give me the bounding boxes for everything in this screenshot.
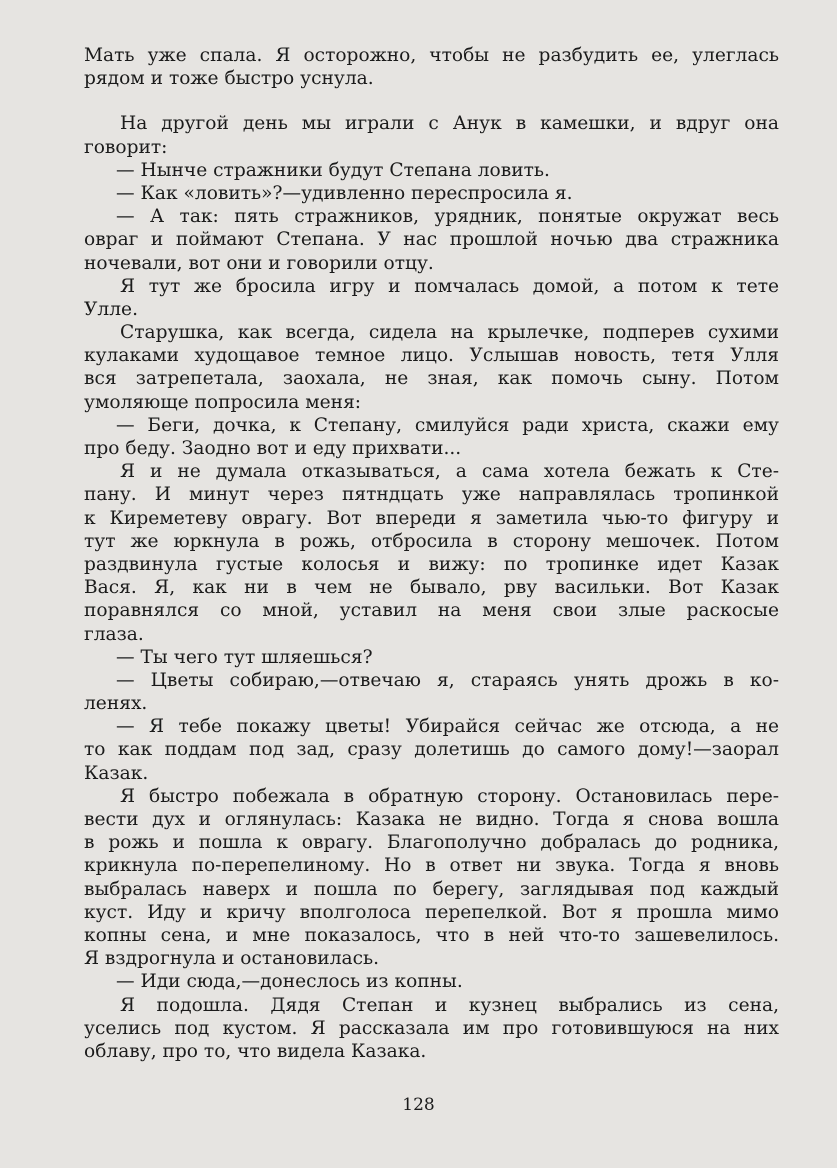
text-line: выбралась наверх и пошла по берегу, заглядывая под каждый (84, 878, 779, 900)
text-line: глаза. (84, 623, 144, 645)
text-line: На другой день мы играли с Анук в камешки, и вдруг она (120, 113, 779, 135)
text-line: Мать уже спала. Я осторожно, чтобы не разбудить ее, улеглась (84, 45, 779, 66)
text-line: поравнялся со мной, уставил на меня свои злые раскосые (84, 600, 779, 622)
text-line: — Иди сюда,—донеслось из копны. (116, 971, 463, 993)
text-line: кулаками худощавое темное лицо. Услышав новость, тетя Улля (84, 345, 779, 367)
text-line: Казак. (84, 762, 149, 784)
text-line: — Ты чего тут шляешься? (116, 646, 373, 668)
text-line: умоляюще попросила меня: (84, 391, 362, 413)
text-line: крикнула по-перепелиному. Но в ответ ни звука. Тогда я вновь (84, 855, 779, 877)
text-line: — Я тебе покажу цветы! Убирайся сейчас же отсюда, а не (116, 716, 779, 738)
text-line: ночевали, вот они и говорили отцу. (84, 252, 434, 274)
text-line: — Цветы собираю,—отвечаю я, стараясь унять дрожь в ко- (116, 669, 779, 691)
text-line: овраг и поймают Степана. У нас прошлой ночью два стражника (84, 229, 779, 251)
text-line: рядом и тоже быстро уснула. (84, 68, 374, 90)
text-line: ленях. (84, 693, 148, 715)
text-line: Улле. (84, 298, 138, 320)
text-line: пану. И минут через пятндцать уже направлялась тропинкой (84, 484, 779, 506)
text-line: — Беги, дочка, к Степану, смилуйся ради христа, скажи ему (116, 414, 779, 436)
text-line: Я подошла. Дядя Степан и кузнец выбрались из сена, (120, 994, 779, 1016)
text-line: тут же юркнула в рожь, отбросила в сторону мешочек. Потом (84, 530, 779, 552)
text-line: — Как «ловить»?—удивленно переспросила я. (116, 182, 573, 204)
text-line: — Нынче стражники будут Степана ловить. (116, 159, 550, 181)
text-line: про беду. Заодно вот и еду прихвати... (84, 438, 462, 459)
text-line: говорит: (84, 136, 168, 158)
text-line: в рожь и пошла к оврагу. Благополучно добралась до родника, (84, 832, 779, 854)
text-line: копны сена, и мне показалось, что в ней что-то зашевелилось. (84, 924, 779, 946)
text-line: Я тут же бросила игру и помчалась домой, а потом к тете (120, 275, 779, 297)
text-line: то как поддам под зад, сразу долетишь до самого дому!—заорал (84, 739, 779, 761)
text-line: вся затрепетала, заохала, не зная, как помочь сыну. Потом (84, 368, 779, 390)
text-line: куст. Иду и кричу вполголоса перепелкой. Вот я прошла мимо (84, 901, 779, 923)
text-line: — А так: пять стражников, урядник, понятые окружат весь (116, 206, 779, 228)
page-number: 128 (402, 1095, 435, 1115)
paragraph-gap (84, 90, 779, 112)
text-line: Вася. Я, как ни в чем не бывало, рву васильки. Вот Казак (84, 577, 779, 599)
text-line: раздвинула густые колосья и вижу: по тропинке идет Казак (84, 553, 779, 575)
text-line: Я вздрогнула и остановилась. (84, 948, 380, 970)
text-line: Старушка, как всегда, сидела на крылечке, подперев сухими (120, 322, 779, 344)
body-text (84, 44, 779, 1063)
text-line: вести дух и оглянулась: Казака не видно. Тогда я снова вошла (84, 809, 779, 830)
text-line: Я быстро побежала в обратную сторону. Остановилась пере- (120, 785, 779, 807)
text-line: облаву, про то, что видела Казака. (84, 1040, 427, 1062)
text-line: к Киреметеву оврагу. Вот впереди я заметила чью-то фигуру и (84, 507, 779, 529)
text-line: уселись под кустом. Я рассказала им про готовившуюся на них (84, 1017, 779, 1039)
text-line: Я и не думала отказываться, а сама хотела бежать к Сте- (120, 461, 779, 483)
